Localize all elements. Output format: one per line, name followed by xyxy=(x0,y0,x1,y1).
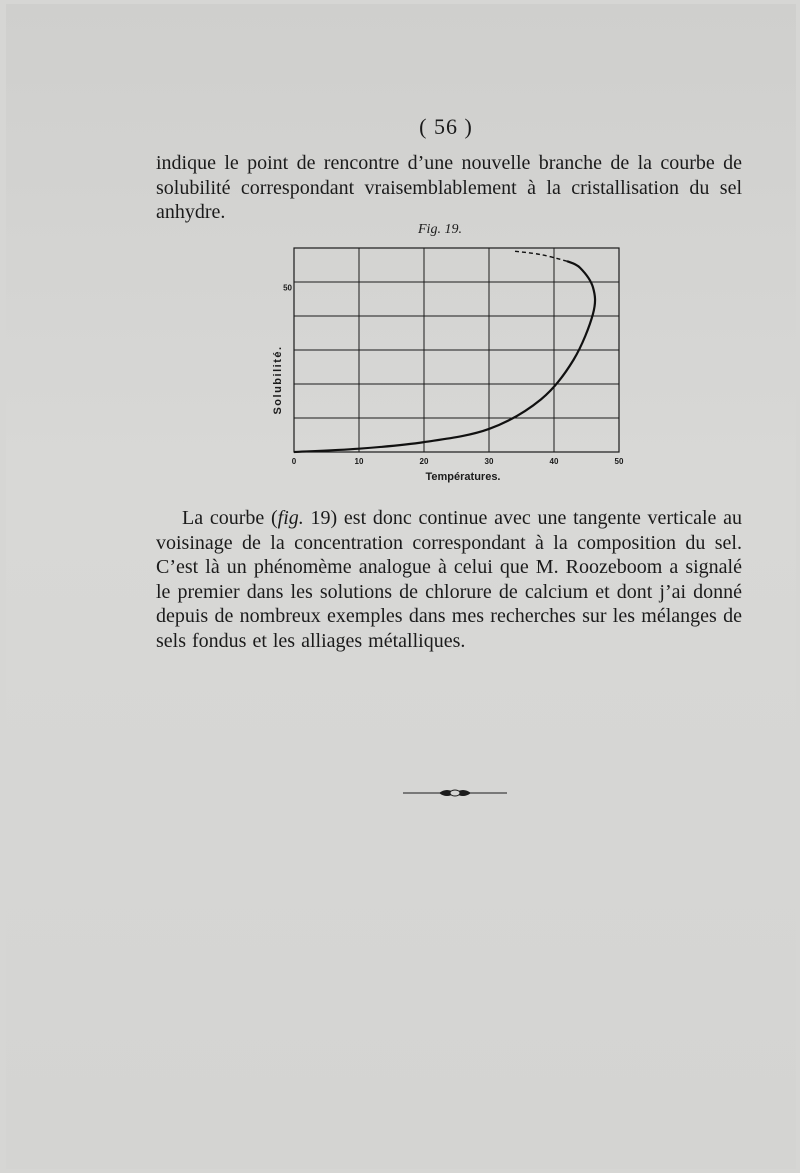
x-tick-label: 40 xyxy=(549,457,559,466)
paragraph-bottom xyxy=(156,506,742,654)
x-tick-label: 10 xyxy=(354,457,364,466)
page-number: ( 56 ) xyxy=(419,114,473,139)
figure-label: Fig. 19. xyxy=(418,222,462,237)
x-axis-label: Températures. xyxy=(425,471,501,483)
x-tick-label: 20 xyxy=(419,457,429,466)
solubility-chart xyxy=(261,240,641,486)
curve-dashed-branch xyxy=(515,251,567,261)
x-tick-label: 50 xyxy=(614,457,624,466)
paragraph-bottom-start: La courbe ( xyxy=(182,507,278,529)
ornament-divider-icon xyxy=(403,786,507,800)
curve-solubility xyxy=(294,261,595,452)
chart-grid xyxy=(294,248,619,452)
x-tick-label: 30 xyxy=(484,457,494,466)
page xyxy=(6,4,796,1169)
y-tick-label: 50 xyxy=(283,283,292,293)
chart-curves xyxy=(294,251,595,452)
figure-reference: fig. xyxy=(277,507,304,529)
paragraph-bottom-rest: 19) est donc continue avec une tangente verticale au voisinage de la concentration correspondant à la composition du sel. C’est là un phénomème analogue à celui que M. Roozeboom a signalé le premier dans les solutions de chlorure de calcium et dont j’ai donné depuis de nombreux exemples dans mes recherches sur les mélanges de sels fondus et les alliages métalliques. xyxy=(156,507,743,652)
x-tick-label: 0 xyxy=(291,457,297,466)
paragraph-top: indique le point de rencontre d’une nouvelle branche de la courbe de solubilité correspondant vraisemblablement à la cristallisation du sel anhydre. xyxy=(156,152,742,224)
y-axis-label: Solubilité. xyxy=(272,345,284,415)
